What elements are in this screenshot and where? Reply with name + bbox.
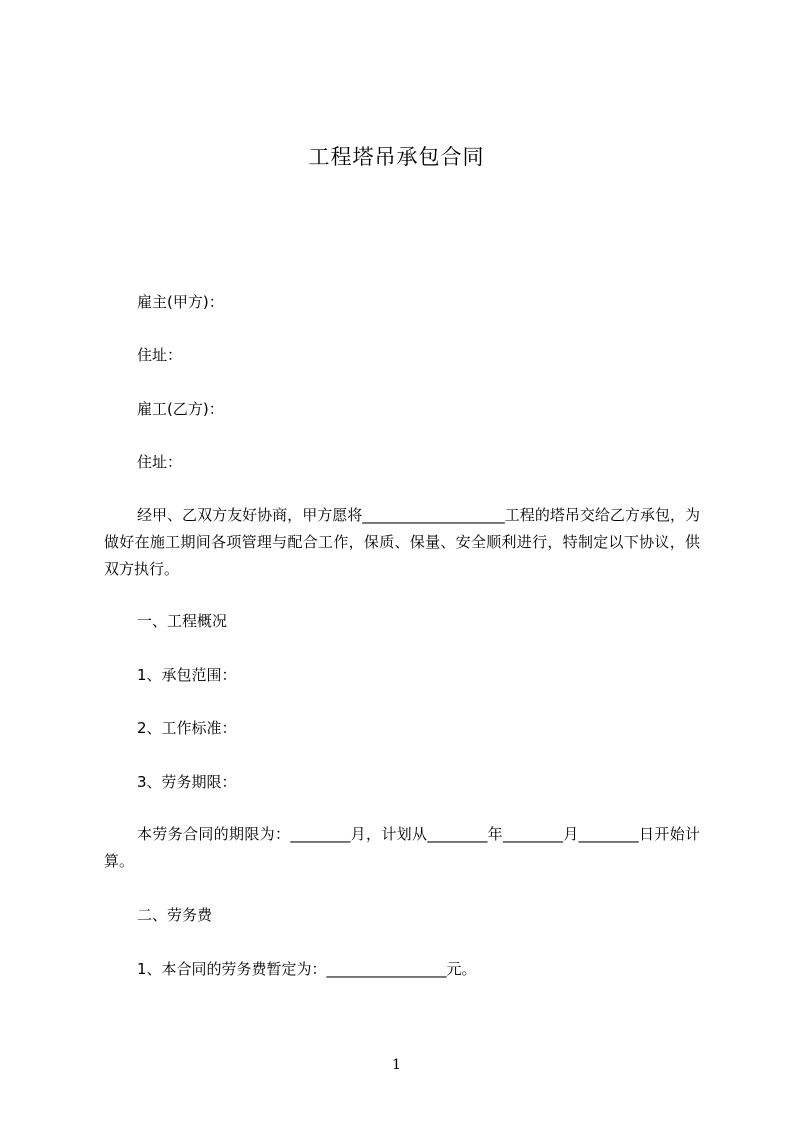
employer-address-label: 住址： — [137, 346, 183, 364]
employer-label: 雇主(甲方)： — [137, 293, 224, 311]
item-scope: 1、承包范围： — [137, 666, 237, 684]
document-title: 工程塔吊承包合同 — [308, 145, 485, 169]
fee-item: 1、本合同的劳务费暂定为：________________元。 — [137, 960, 477, 978]
employee-label: 雇工(乙方)： — [137, 400, 224, 418]
employee-address-label: 住址： — [137, 453, 183, 471]
section1-heading: 一、工程概况 — [137, 612, 228, 630]
section2-heading: 二、劳务费 — [137, 906, 213, 924]
intro-paragraph: 经甲、乙双方友好协商，甲方愿将___________________工程的塔吊交给乙方承包，为做好在施工期间各项管理与配合工作，保质、保量、安全顺利进行，特制定以下协议，供双方执行。 — [104, 506, 700, 578]
item-term: 3、劳务期限： — [137, 773, 237, 791]
item-standard: 2、工作标准： — [137, 719, 237, 737]
term-paragraph: 本劳务合同的期限为：________月，计划从________年________月________日开始计算。 — [104, 825, 700, 870]
page-number: 1 — [392, 1057, 401, 1073]
